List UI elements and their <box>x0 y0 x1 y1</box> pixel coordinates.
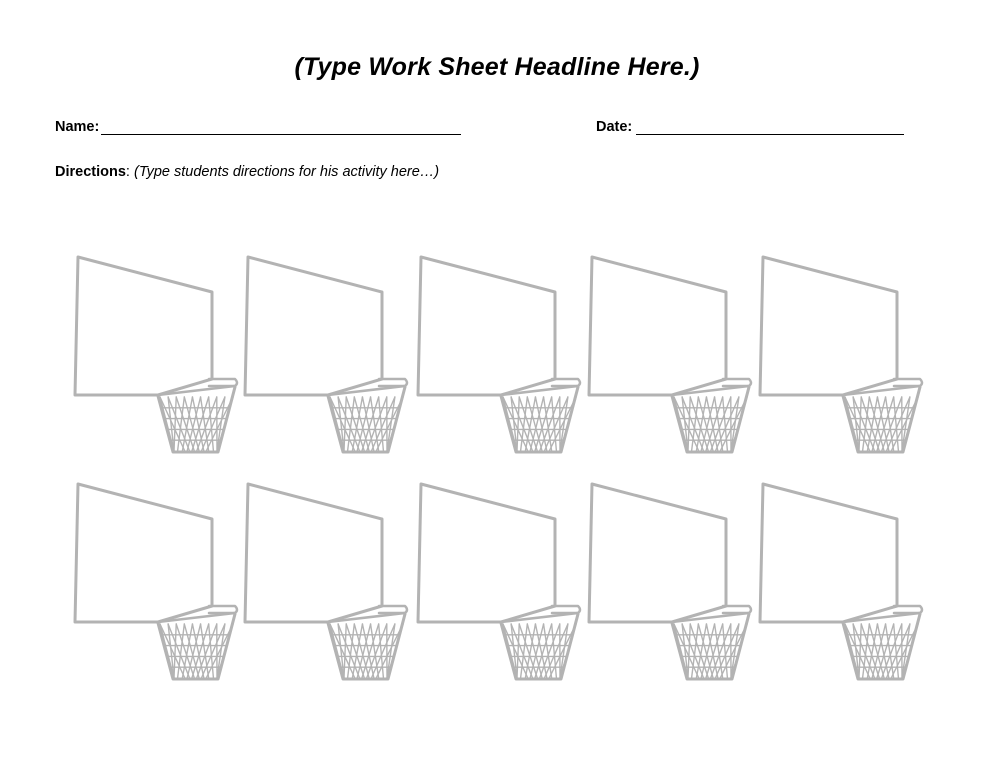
basketball-hoop-icon <box>418 484 580 679</box>
directions-colon: : <box>125 164 134 180</box>
basketball-hoop-icon <box>589 257 751 452</box>
basketball-hoop-icon <box>760 257 922 452</box>
basketball-hoop-icon <box>760 484 922 679</box>
directions-label: Directions <box>55 164 126 180</box>
basketball-hoop-icon <box>245 484 407 679</box>
worksheet-headline: (Type Work Sheet Headline Here.) <box>294 53 700 81</box>
basketball-hoop-icon <box>75 257 237 452</box>
basketball-hoop-icon <box>589 484 751 679</box>
name-label: Name: <box>55 119 100 135</box>
date-label: Date: <box>596 119 633 135</box>
basketball-hoop-icon <box>418 257 580 452</box>
basketball-hoop-icon <box>75 484 237 679</box>
directions-text: (Type students directions for his activity here…) <box>133 164 440 180</box>
basketball-hoop-icon <box>245 257 407 452</box>
